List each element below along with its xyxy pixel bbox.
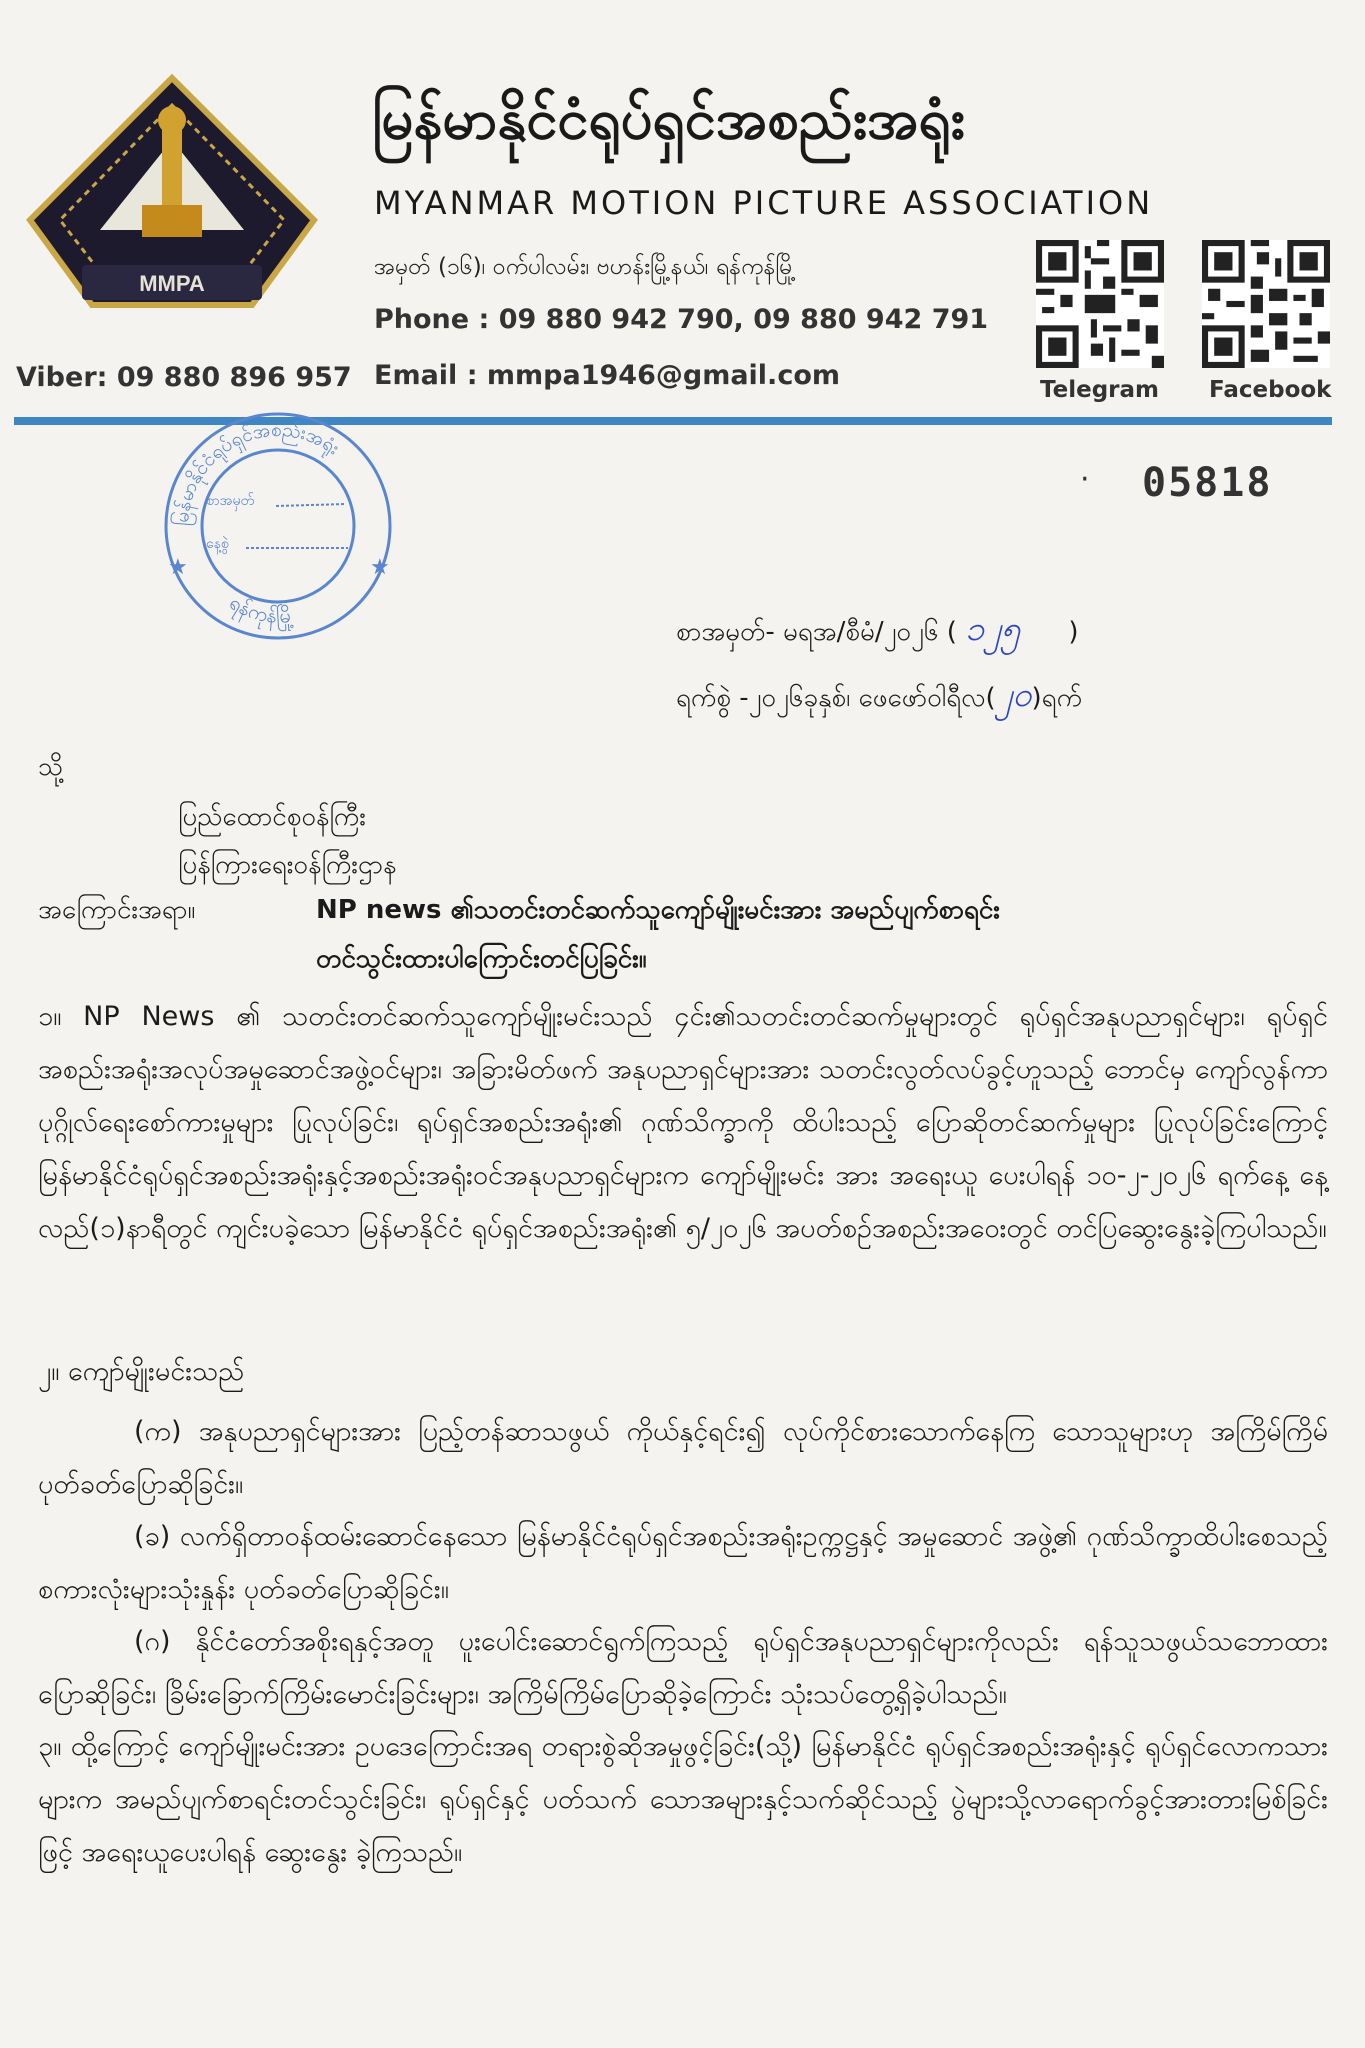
serial-dot: · (1080, 462, 1090, 497)
mmpa-logo (22, 70, 322, 325)
org-email: Email : mmpa1946@gmail.com (374, 360, 841, 391)
serial-number: 05818 (1142, 460, 1273, 506)
paragraph-2: ၂။ ကျော်မျိုးမင်းသည် (38, 1356, 245, 1387)
facebook-qr-label: Facebook (1209, 377, 1332, 403)
recipient-line-2: ပြန်ကြားရေးဝန်ကြီးဌာန (178, 850, 397, 880)
paragraph-2-item-ka: (က) အနုပညာရှင်များအား ပြည့်တန်ဆာသဖွယ် ကိုယ်နှင့်ရင်း၍ လုပ်ကိုင်စားသောက်နေကြ သောသူများဟု အကြိမ်ကြိမ်ပုတ်ခတ်ပြောဆိုခြင်း။ (38, 1416, 1328, 1500)
recipient-to: သို့ (38, 752, 64, 782)
recipient-line-1: ပြည်ထောင်စုဝန်ကြီး (178, 802, 366, 832)
subject-line-1: NP news ၏သတင်းတင်ဆက်သူကျော်မျိုးမင်းအား အမည်ပျက်စာရင်း (316, 895, 1000, 925)
telegram-qr-icon (1036, 240, 1164, 368)
star-icon: ★ (370, 555, 390, 580)
letter-reference: စာအမှတ်- မရအ/စီမံ/၂၀၂၆ ( ၁၂၅ ) (676, 609, 1079, 649)
subject-label: အကြောင်းအရာ။ (38, 895, 196, 925)
stamp-field-2: နေ့စွဲ (206, 536, 229, 552)
org-name-myanmar: မြန်မာနိုင်ငံရုပ်ရှင်အစည်းအရုံး (372, 87, 965, 152)
subject-line-2: တင်သွင်းထားပါကြောင်းတင်ပြခြင်း။ (316, 944, 647, 974)
paragraph-1: ၁။ NP News ၏ သတင်းတင်ဆက်သူကျော်မျိုးမင်းသည် ၄င်း၏သတင်းတင်ဆက်မှုများတွင် ရုပ်ရှင်အနုပညာရှင်များ၊ ရုပ်ရှင်အစည်းအရုံးအလုပ်အမှုဆောင်အဖွဲ့ဝင်များ၊ အခြားမိတ်ဖက် အနုပညာရှင်များအား သတင်းလွတ်လပ်ခွင့်ဟူသည့် ဘောင်မှ ကျော်လွန်ကာ ပုဂ္ဂိုလ်ရေးစော်ကားမှုများ ပြုလုပ်ခြင်း၊ ရုပ်ရှင်အစည်းအရုံး၏ ဂုဏ်သိက္ခာကို ထိပါးသည့် ပြောဆိုတင်ဆက်မှုများ ပြုလုပ်ခြင်းကြောင့် မြန်မာနိုင်ငံရုပ်ရှင်အစည်းအရုံးနှင့်အစည်းအရုံးဝင်အနုပညာရှင်များက ကျော်မျိုးမင်း အား အရေးယူ ပေးပါရန် ၁၀-၂-၂၀၂၆ ရက်နေ့ နေ့လည်(၁)နာရီတွင် ကျင်းပခဲ့သော မြန်မာနိုင်ငံ ရုပ်ရှင်အစည်းအရုံး၏ ၅/၂၀၂၆ အပတ်စဉ်အစည်းအဝေးတွင် တင်ပြဆွေးနွေးခဲ့ကြပါသည်။ (38, 1001, 1328, 1244)
handwritten-ref-number: ၁၂၅ (965, 609, 1021, 649)
paragraph-3: ၃။ ထို့ကြောင့် ကျော်မျိုးမင်းအား ဥပဒေကြောင်းအရ တရားစွဲဆိုအမှုဖွင့်ခြင်း(သို့) မြန်မာနိုင်ငံ ရုပ်ရှင်အစည်းအရုံးနှင့် ရုပ်ရှင်လောကသားများက အမည်ပျက်စာရင်းတင်သွင်းခြင်း၊ ရုပ်ရှင်နှင့် ပတ်သက် သောအများနှင့်သက်ဆိုင်သည့် ပွဲများသို့လာရောက်ခွင့်အားတားမြစ်ခြင်းဖြင့် အရေးယူပေးပါရန် ဆွေးနွေး ခဲ့ကြသည်။ (38, 1731, 1328, 1868)
org-phone: Phone : 09 880 942 790, 09 880 942 791 (374, 304, 989, 335)
star-icon: ★ (168, 555, 188, 580)
logo-text: MMPA (139, 271, 205, 296)
paragraph-2-item-kha: (ခ) လက်ရှိတာဝန်ထမ်းဆောင်နေသော မြန်မာနိုင်ငံရုပ်ရှင်အစည်းအရုံးဥက္ကဋ္ဌနှင့် အမှုဆောင် အဖွဲ့၏ ဂုဏ်သိက္ခာထိပါးစေသည့် စကားလုံးများသုံးနှုန်း ပုတ်ခတ်ပြောဆိုခြင်း။ (38, 1521, 1328, 1605)
facebook-qr-icon (1202, 240, 1330, 368)
stamp-ring-text: မြန်မာနိုင်ငံရုပ်ရှင်အစည်းအရုံး (170, 418, 344, 527)
stamp-field-1: စာအမှတ် (206, 493, 255, 509)
letter-date: ရက်စွဲ -၂၀၂၆ခုနှစ်၊ ဖေဖော်ဝါရီလ(၂၀)ရက် (676, 675, 1083, 715)
stamp-bottom-text: ရန်ကုန်မြို့ (225, 589, 295, 628)
organization-stamp (136, 400, 421, 640)
telegram-qr-label: Telegram (1040, 377, 1160, 403)
org-address: အမှတ် (၁၆)၊ ဝက်ပါလမ်း၊ ဗဟန်းမြို့နယ်၊ ရန်ကုန်မြို့ (374, 254, 796, 280)
org-name-english: MYANMAR MOTION PICTURE ASSOCIATION (374, 184, 1154, 222)
paragraph-2-item-ga: (ဂ) နိုင်ငံတော်အစိုးရနှင့်အတူ ပူးပေါင်းဆောင်ရွက်ကြသည့် ရုပ်ရှင်အနုပညာရှင်များကိုလည်း ရန်သူသဖွယ်သဘောထားပြောဆိုခြင်း၊ ခြိမ်းခြောက်ကြိမ်းမောင်းခြင်းများ၊ အကြိမ်ကြိမ်ပြောဆိုခဲ့ကြောင်း သုံးသပ်တွေ့ရှိခဲ့ပါသည်။ (38, 1626, 1328, 1710)
org-viber: Viber: 09 880 896 957 (16, 362, 352, 393)
handwritten-day: ၂၀ (995, 675, 1032, 715)
